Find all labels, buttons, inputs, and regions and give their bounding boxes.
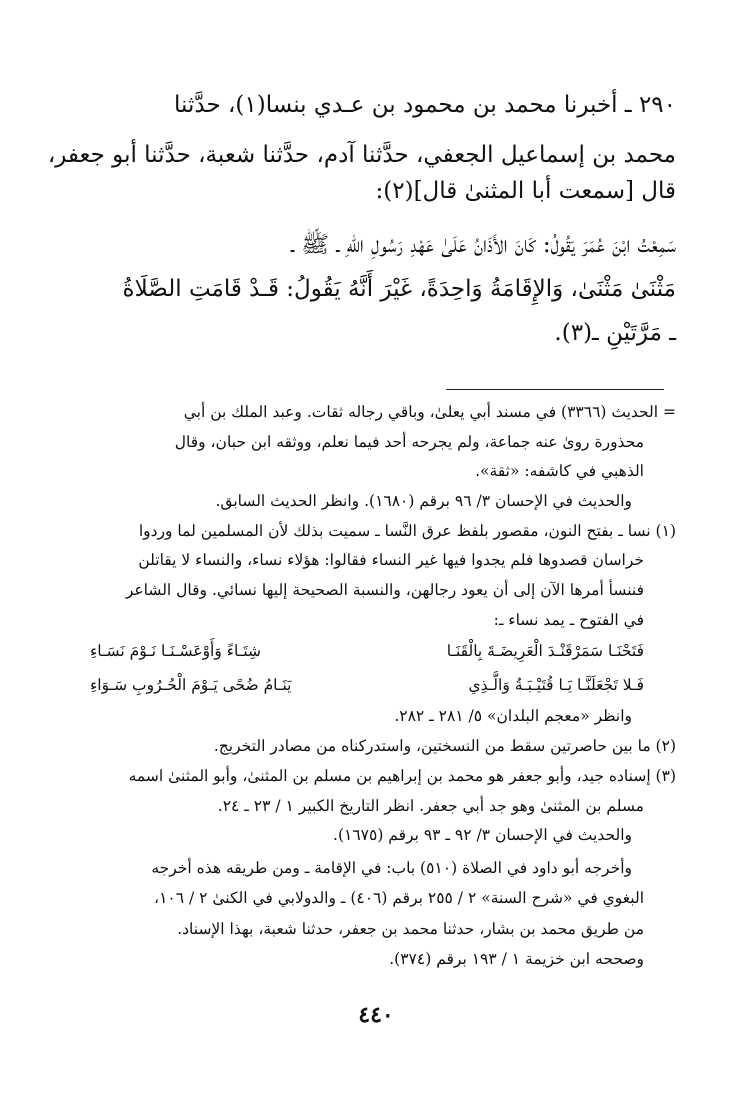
footnote-2-line: (٢) ما بين حاصرتين سقط من النسختين، واستدركناه من مصادر التخريج. [213,737,676,755]
footnote-1-line: خراسان قصدوها فلم يجدوا فيها غير النساء فقالوا: هؤلاء نساء، والنساء لا يقاتلن [138,551,644,569]
footnote-1-line: فننسأ أمرها الآن إلى أن يعود رجالهن، والنسبة الصحيحة إليها نسائي. وقال الشاعر [125,581,644,599]
footnote-3-line: وأخرجه أبو داود في الصلاة (٥١٠) باب: في الإقامة ـ ومن طريقه هذه أخرجه [151,859,632,877]
verse-1-second-hemistich: شِتَـاءً وَأَوْعَسْـنَـا نَـوْمَ نَسَـاءِ [90,642,261,660]
footnote-3-line: مسلم بن المثنىٰ وهو جد أبي جعفر. انظر التاريخ الكبير ١ / ٢٣ ـ ٢٤. [217,797,644,815]
footnote-separator [446,389,664,390]
footnote-continuation-line: = الحديث (٣٣٦٦) في مسند أبي يعلىٰ، وباقي رجاله ثقات. وعبد الملك بن أبي [183,403,676,421]
page-number: ٤٤٠ [358,1002,394,1028]
footnote-3-line: (٣) إسناده جيد، وأبو جعفر هو محمد بن إبراهيم بن مسلم بن المثنىٰ، وأبو المثنىٰ اسمه [128,767,676,785]
footnote-1-line: وانظر «معجم البلدان» ٥/ ٢٨١ ـ ٢٨٢. [394,707,632,725]
footnote-1-line: في الفتوح ـ يمد نساء ـ: [493,611,644,629]
verse-2-second-hemistich: يَنَـامُ ضُحًى يَـوْمَ الْحُـرُوبِ سَـوَاءِ [90,676,292,694]
hadith-text-line-3: ـ مَرَّتَيْنِ ـ(٣). [554,320,676,346]
footnote-continuation-line: والحديث في الإحسان ٣/ ٩٦ برقم (١٦٨٠). وانظر الحديث السابق. [215,492,632,510]
footnote-3-line: من طريق محمد بن بشار، حدثنا محمد بن جعفر، حدثنا شعبة، بهذا الإسناد. [177,920,644,938]
hadith-290-isnad-line-1: ٢٩٠ ـ أخبرنا محمد بن محمود بن عـدي بنسا(١)، حدَّثنا [174,92,676,118]
verse-1-first-hemistich: فَتَحْنَـا سَمَرْقَنْـدَ الْعَرِيضَـةَ بِالْقَنَـا [446,642,644,660]
footnote-1-line: (١) نسا ـ بفتح النون، مقصور بلفظ عرق النَّسا ـ سميت بذلك لأن المسلمين لما وردوا [138,522,676,540]
footnote-3-line: وصححه ابن خزيمة ١ / ١٩٣ برقم (٣٧٤). [389,950,644,968]
hadith-text-line-2: مَثْنَىٰ مَثْنَىٰ، وَالإِقَامَةُ وَاحِدَةً، غَيْرَ أَنَّهُ يَقُولُ: قَـدْ قَامَتِ الصَّلَاةُ [122,276,676,302]
footnote-3-line: البغوي في «شرح السنة» ٢ / ٢٥٥ برقم (٤٠٦) ـ والدولابي في الكنىٰ ٢ / ١٠٦، [154,889,644,907]
hadith-290-isnad-line-3: قال [سمعت أبا المثنىٰ قال](٢): [375,178,676,204]
footnote-continuation-line: الذهبي في كاشفه: «ثقة». [475,462,644,480]
footnote-continuation-line: محذورة روىٰ عنه جماعة، ولم يجرحه أحد فيما نعلم، ووثقه ابن حبان، وقال [174,433,644,451]
verse-2-first-hemistich: فَـلا تَجْعَلَنَّـا يَـا قُتَيْـبَـةُ وَالَّـذِي [468,676,644,694]
hadith-text-line-1: سَمِعْتُ ابْنَ عُمَرَ يَقُولُ: كَانَ الأَذَانُ عَلَىٰ عَهْدِ رَسُولِ اللهِ ـ ﷺ ـ [291,232,676,258]
footnote-3-line: والحديث في الإحسان ٣/ ٩٢ ـ ٩٣ برقم (١٦٧٥). [333,826,632,844]
hadith-290-isnad-line-2: محمد بن إسماعيل الجعفي، حدَّثنا آدم، حدَّثنا شعبة، حدَّثنا أبو جعفر، [47,142,676,168]
